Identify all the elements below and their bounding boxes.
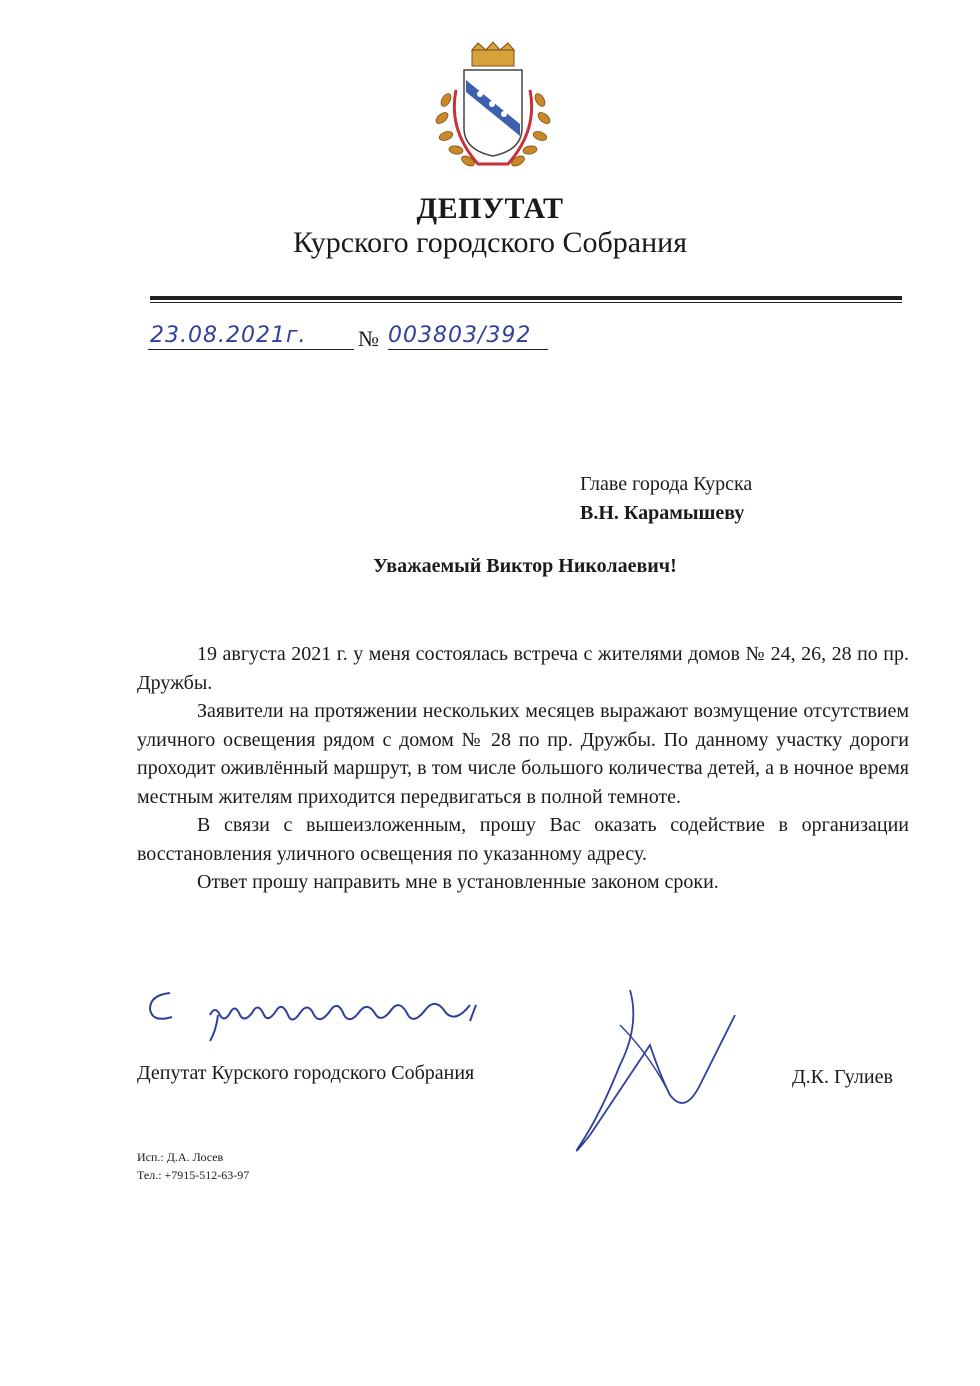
salutation: Уважаемый Виктор Николаевич! <box>373 555 677 577</box>
signer-position: Депутат Курского городского Собрания <box>137 1062 475 1084</box>
number-sign: № <box>358 326 379 351</box>
letterhead-subtitle: Курского городского Собрания <box>292 226 688 259</box>
handwritten-closing <box>140 975 490 1045</box>
letterhead-divider <box>150 296 902 300</box>
executor-name: Исп.: Д.А. Лосев <box>137 1150 224 1164</box>
registration-date: 23.08.2021г. <box>148 322 354 350</box>
letter-body <box>137 640 909 897</box>
handwritten-signature <box>560 985 750 1160</box>
kursk-coat-of-arms-icon <box>428 40 558 175</box>
registration-number: 003803/392 <box>388 322 548 350</box>
letterhead-divider-thin <box>150 302 902 303</box>
body-paragraph: В связи с вышеизложенным, прошу Вас оказать содействие в организации восстановления уличного освещения по указанному адресу. <box>137 814 909 865</box>
body-paragraph: 19 августа 2021 г. у меня состоялась встреча с жителями домов № 24, 26, 28 по пр. Дружбы. <box>137 643 909 694</box>
body-paragraph: Ответ прошу направить мне в установленные законом сроки. <box>197 871 719 893</box>
executor-phone: Тел.: +7915-512-63-97 <box>137 1168 250 1182</box>
addressee-name: В.Н. Карамышеву <box>580 502 745 524</box>
body-paragraph: Заявители на протяжении нескольких месяцев выражают возмущение отсутствием уличного освещения рядом с домом № 28 по пр. Дружбы. По данному участку дороги проходит оживлённый маршрут, в том числе большого количества детей, а в ночное время местным жителям приходится передвигаться в полной темноте. <box>137 700 909 808</box>
addressee-block <box>580 470 752 528</box>
executor-info <box>137 1148 249 1184</box>
signer-name: Д.К. Гулиев <box>792 1066 893 1088</box>
addressee-position: Главе города Курска <box>580 473 753 495</box>
letterhead-title: ДЕПУТАТ <box>416 192 564 225</box>
